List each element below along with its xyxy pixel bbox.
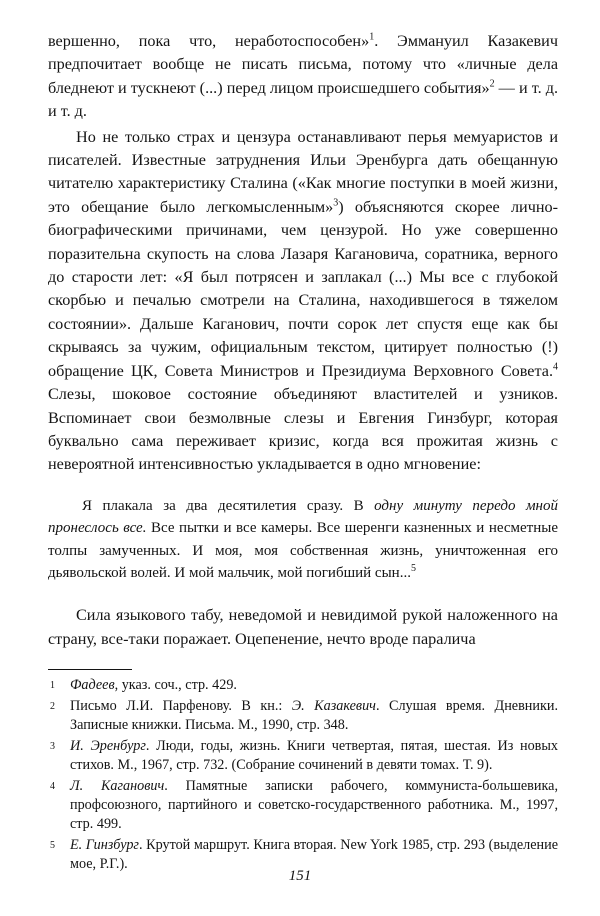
footnote-1: 1 Фадеев, указ. соч., стр. 429. [50,677,237,694]
page-number: 151 [288,868,312,884]
footnote-ref-2: 2 [489,78,495,90]
block-quote: Я плакала за два десятилетия сразу. В одну минуту передо мной пронеслось все. Все пытки и все камеры. Все шеренги казненных и несметные толпы замученных. И моя, моя собственная жизнь, уничтоженная его дьявольской волей. И мой мальчик, мой погибший сын...$^5$ [48,497,558,581]
footnote-2: 2 Письмо Л.И. Парфенову. В кн.: Э. Казакевич. Слушая время. Дневники. Записные книжки. Письма. М., 1990, стр. 348. [50,698,558,734]
paragraph-3: Сила языкового табу, неведомой и невидимой рукой наложенного на страну, все-таки поражает. Оцепенение, нечто вроде паралича [48,606,558,648]
footnote-ref-5: 5 [410,562,416,574]
footnotes [48,676,558,874]
footnote-ref-1: 1 [369,31,375,43]
footnote-5: 5 Е. Гинзбург. Крутой маршрут. Книга вторая. New York 1985, стр. 293 (выделение мое, Р.Г.). [50,837,558,873]
footnote-ref-3: 3 [333,197,339,209]
footnote-3: 3 И. Эренбург. Люди, годы, жизнь. Книги четвертая, пятая, шестая. Из новых стихов. М., 1967, стр. 732. (Собрание сочинений в девяти томах. Т. 9). [50,738,558,774]
page-body [48,30,558,874]
paragraph-2: Но не только страх и цензура останавливают перья мемуаристов и писателей. Известные затруднения Ильи Эренбурга дать обещанную читателю характеристику Сталина («Как многие поступки в моей жизни, это обещание было легкомысленным»$^3$) объясняются скорее лично-биографическими причинами, чем цензурой. Но уже совершенно поразительна скупость на слова Лазаря Кагановича, соратника, верного до старости лет: «Я был потрясен и заплакал (...) Мы все с глубокой скорбью и печалью смотрели на Сталина, находившегося в тяжелом состоянии». Дальше Каганович, почти сорок лет спустя еще как бы скрываясь за чужим, официальным текстом, цитирует полностью (!) обращение ЦК, Совета Министров и Президиума Верховного Совета.$^4$ Слезы, шоковое состояние объединяют властителей и узников. Вспоминает свои безмолвные слезы и Евгения Гинзбург, которая буквально сама переживает кризис, когда вся прожитая жизнь с невероятной интенсивностью укладывается в одно мгновение: [48,127,558,474]
paragraph-1: вершенно, пока что, неработоспособен»$^1$. Эммануил Казакевич предпочитает вообще не писать письма, потому что «личные дела бледнеют и тускнеют (...) перед лицом происшедшего события»$^2$ — и т. д. и т. д. [48,31,558,121]
footnote-ref-4: 4 [553,361,558,373]
footnote-divider [48,669,132,670]
footnote-4: 4 Л. Каганович. Памятные записки рабочего, коммуниста-большевика, профсоюзного, партийного и советско-государственного работника. М., 1997, стр. 499. [50,778,558,833]
